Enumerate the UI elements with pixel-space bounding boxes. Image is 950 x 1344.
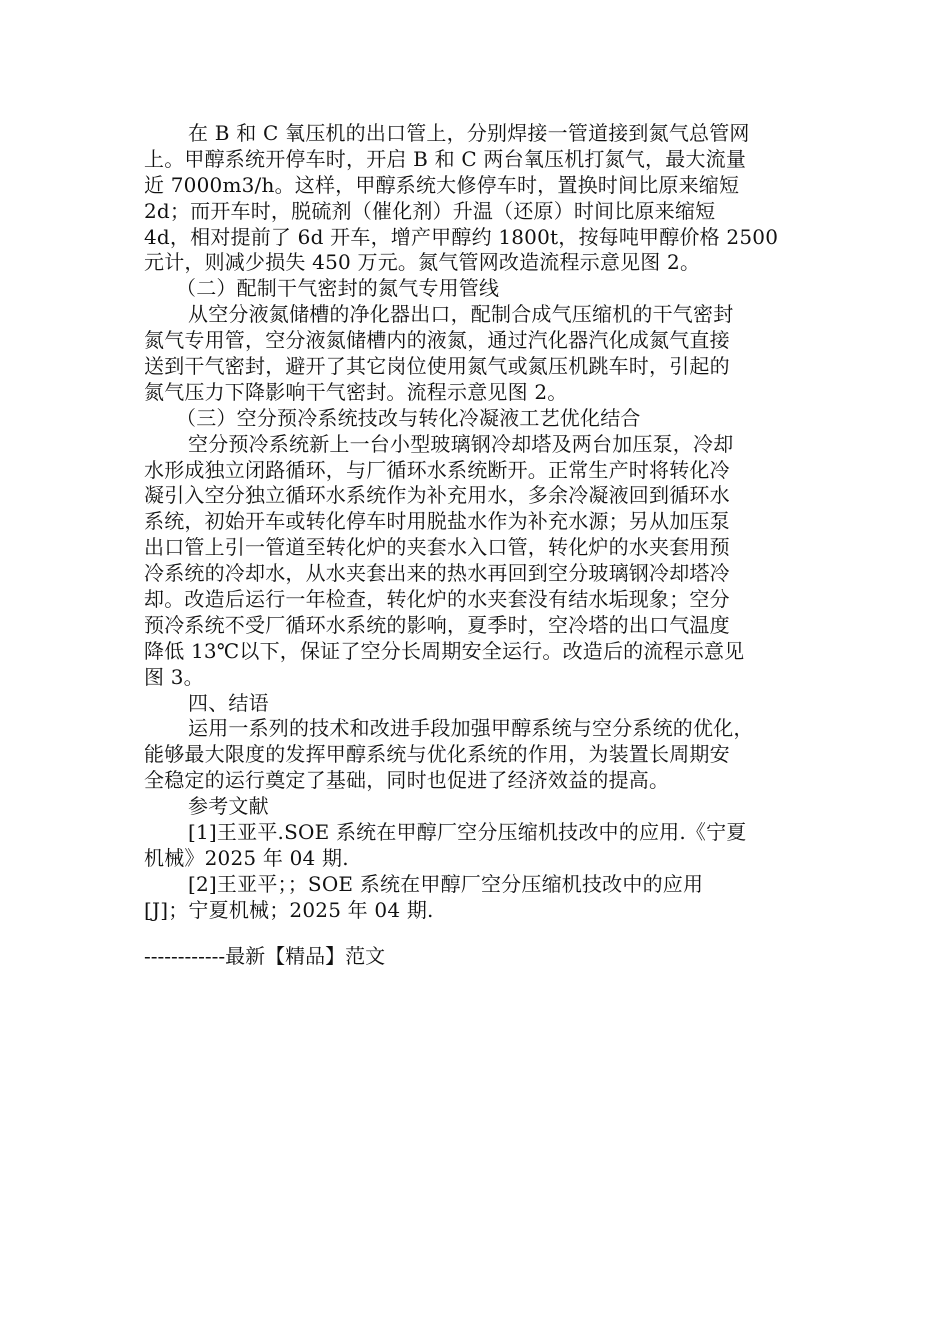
- paragraph-line: 却。改造后运行一年检查，转化炉的水夹套没有结水垢现象；空分: [144, 587, 730, 612]
- paragraph-line: 预冷系统不受厂循环水系统的影响，夏季时，空冷塔的出口气温度: [144, 612, 730, 637]
- paragraph-line: 上。甲醇系统开停车时，开启 B 和 C 两台氧压机打氮气，最大流量: [144, 146, 747, 171]
- reference-item: 机械》2025 年 04 期.: [144, 845, 349, 870]
- paragraph-line: 4d，相对提前了 6d 开车，增产甲醇约 1800t，按每吨甲醇价格 2500: [144, 224, 779, 249]
- section-heading: （二）配制干气密封的氮气专用管线: [176, 276, 500, 301]
- reference-item: [2]王亚平；；SOE 系统在甲醇厂空分压缩机技改中的应用: [188, 871, 704, 896]
- references-heading: 参考文献: [188, 794, 269, 819]
- paragraph-line: 空分预冷系统新上一台小型玻璃钢冷却塔及两台加压泵，冷却: [188, 431, 734, 456]
- paragraph-line: 系统，初始开车或转化停车时用脱盐水作为补充水源；另从加压泵: [144, 509, 730, 534]
- paragraph-line: 运用一系列的技术和改进手段加强甲醇系统与空分系统的优化，: [188, 716, 754, 741]
- paragraph-line: 出口管上引一管道至转化炉的夹套水入口管，转化炉的水夹套用预: [144, 535, 730, 560]
- footer-text: ------------最新【精品】范文: [144, 944, 386, 968]
- document-body: [144, 121, 804, 924]
- section-heading: 四、结语: [188, 690, 269, 715]
- paragraph-line: 送到干气密封，避开了其它岗位使用氮气或氮压机跳车时，引起的: [144, 354, 730, 379]
- section-heading: （三）空分预冷系统技改与转化冷凝液工艺优化结合: [176, 405, 641, 430]
- paragraph-line: 氮气压力下降影响干气密封。流程示意见图 2。: [144, 379, 568, 404]
- paragraph-line: 从空分液氮储槽的净化器出口，配制合成气压缩机的干气密封: [188, 302, 734, 327]
- paragraph-line: 近 7000m3/h。这样，甲醇系统大修停车时，置换时间比原来缩短: [144, 172, 740, 197]
- paragraph-line: 水形成独立闭路循环，与厂循环水系统断开。正常生产时将转化冷: [144, 457, 730, 482]
- paragraph-line: 图 3。: [144, 664, 204, 689]
- paragraph-line: 冷系统的冷却水，从水夹套出来的热水再回到空分玻璃钢冷却塔冷: [144, 561, 730, 586]
- paragraph-line: 凝引入空分独立循环水系统作为补充用水，多余冷凝液回到循环水: [144, 483, 730, 508]
- paragraph-line: 全稳定的运行奠定了基础，同时也促进了经济效益的提高。: [144, 768, 670, 793]
- paragraph-line: 降低 13℃以下，保证了空分长周期安全运行。改造后的流程示意见: [144, 638, 745, 663]
- reference-item: [J]；宁夏机械；2025 年 04 期.: [144, 897, 434, 922]
- paragraph-line: 氮气专用管，空分液氮储槽内的液氮，通过汽化器汽化成氮气直接: [144, 328, 730, 353]
- reference-item: [1]王亚平.SOE 系统在甲醇厂空分压缩机技改中的应用.《宁夏: [188, 820, 747, 845]
- paragraph-line: 2d；而开车时，脱硫剂（催化剂）升温（还原）时间比原来缩短: [144, 198, 716, 223]
- paragraph-line: 能够最大限度的发挥甲醇系统与优化系统的作用，为装置长周期安: [144, 742, 730, 767]
- paragraph-line: 在 B 和 C 氧压机的出口管上，分别焊接一管道接到氮气总管网: [188, 121, 750, 145]
- paragraph-line: 元计，则减少损失 450 万元。氮气管网改造流程示意见图 2。: [144, 250, 701, 275]
